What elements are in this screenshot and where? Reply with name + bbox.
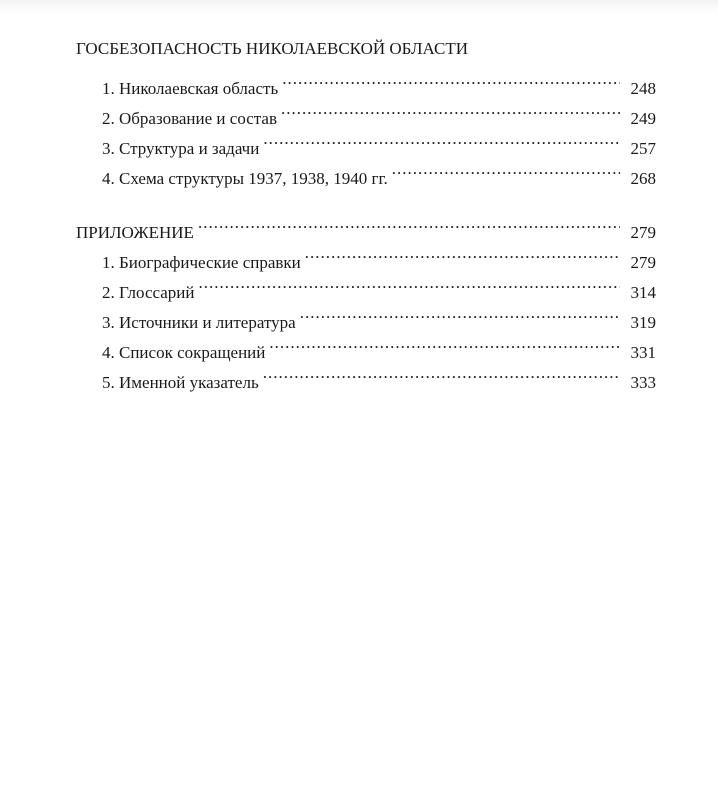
toc-section-gosbezopasnost — [76, 34, 656, 188]
toc-entry-label: 1. Биографические справки — [102, 253, 301, 272]
toc-entry-page: 248 — [630, 79, 656, 98]
toc-section-prilozhenie — [76, 208, 656, 392]
toc-entry-label: 2. Образование и состав — [102, 109, 277, 128]
toc-entry-page: 257 — [630, 139, 656, 158]
toc-entry-label: 3. Структура и задачи — [102, 139, 260, 158]
toc-entry-label: 1. Николаевская область — [102, 79, 279, 98]
toc-entry-page: 314 — [630, 283, 656, 302]
table-of-contents — [76, 34, 656, 412]
toc-leader-dots — [392, 154, 620, 184]
toc-entry-page: 333 — [630, 373, 656, 392]
toc-leader-dots — [281, 94, 620, 124]
toc-entry-label: 4. Список сокращений — [102, 343, 266, 362]
toc-leader-dots — [263, 124, 620, 154]
toc-heading-label: ГОСБЕЗОПАСНОСТЬ НИКОЛАЕВСКОЙ ОБЛАСТИ — [76, 39, 468, 58]
toc-section-heading — [76, 34, 656, 64]
toc-section-heading — [76, 208, 656, 242]
toc-entry-page: 249 — [630, 109, 656, 128]
toc-entry-page: 268 — [630, 169, 656, 188]
toc-entry-page: 331 — [630, 343, 656, 362]
toc-leader-dots — [198, 208, 620, 238]
toc-heading-label: ПРИЛОЖЕНИЕ — [76, 223, 194, 242]
toc-entry-page: 319 — [630, 313, 656, 332]
toc-leader-dots — [305, 238, 620, 268]
toc-entry-label: 3. Источники и литература — [102, 313, 296, 332]
toc-leader-dots — [282, 64, 620, 94]
toc-entry — [76, 64, 656, 98]
toc-entry-label: 4. Схема структуры 1937, 1938, 1940 гг. — [102, 169, 388, 188]
toc-leader-dots — [263, 358, 620, 388]
toc-leader-dots — [300, 298, 620, 328]
toc-leader-dots — [199, 268, 621, 298]
toc-entry-label: 2. Глоссарий — [102, 283, 195, 302]
toc-entry-label: 5. Именной указатель — [102, 373, 259, 392]
toc-entry-page: 279 — [630, 253, 656, 272]
toc-heading-page: 279 — [630, 223, 656, 242]
toc-leader-dots — [269, 328, 620, 358]
